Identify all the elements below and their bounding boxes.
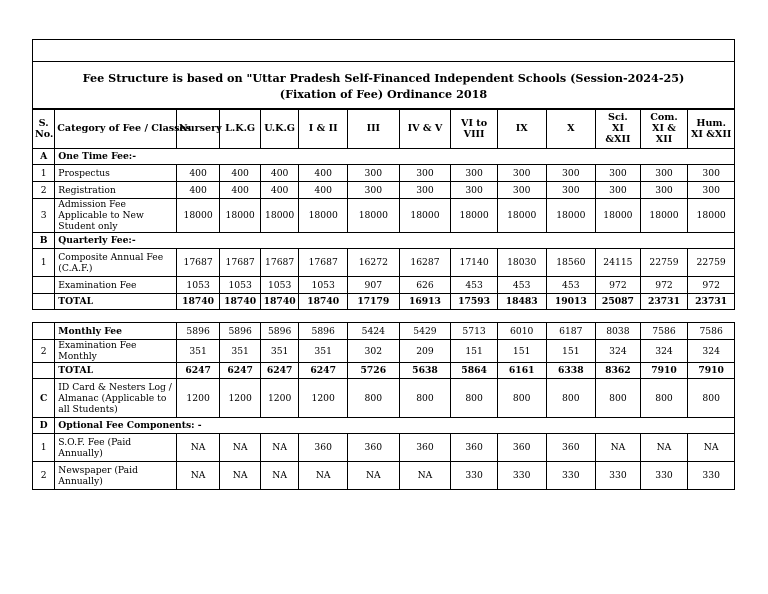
fee-cell: 453	[546, 277, 596, 294]
fee-cell: 360	[299, 434, 348, 462]
fee-cell: NA	[176, 462, 220, 490]
fee-cell: 324	[596, 340, 641, 363]
fee-cell: 1200	[260, 379, 298, 418]
fee-cell: 300	[497, 182, 546, 199]
fee-cell: 18000	[260, 199, 298, 233]
header-iii: III	[347, 109, 399, 149]
fee-cell: 300	[596, 165, 641, 182]
section-label: A	[33, 149, 55, 165]
fee-cell: 5726	[347, 363, 399, 379]
table-row	[33, 323, 735, 340]
title-line-1: Fee Structure is based on "Uttar Pradesh Self-Financed Independent Schools (Session-2024-25)	[82, 70, 685, 85]
section-title: Quarterly Fee:-	[55, 233, 735, 249]
fee-cell: 1053	[299, 277, 348, 294]
fee-cell: 300	[640, 182, 688, 199]
fee-cell: 400	[299, 165, 348, 182]
fee-cell: 800	[399, 379, 451, 418]
fee-cell: 18000	[688, 199, 735, 233]
row-category: ID Card & Nesters Log / Almanac (Applicable to all Students)	[55, 379, 177, 418]
fee-cell: 22759	[688, 249, 735, 277]
fee-cell: 16272	[347, 249, 399, 277]
fee-structure-document	[32, 39, 735, 487]
fee-cell: 209	[399, 340, 451, 363]
table-row	[33, 249, 735, 277]
header-com: Com. XI & XII	[640, 109, 688, 149]
row-category: Registration	[55, 182, 177, 199]
fee-cell: 18740	[176, 294, 220, 310]
row-sno: 1	[33, 434, 55, 462]
row-category: Composite Annual Fee (C.A.F.)	[55, 249, 177, 277]
fee-cell: 17687	[176, 249, 220, 277]
fee-cell: NA	[596, 434, 641, 462]
fee-cell: 7586	[688, 323, 735, 340]
row-sno	[33, 363, 55, 379]
fee-table-main	[32, 108, 735, 310]
fee-cell: 330	[546, 462, 596, 490]
fee-cell: 1200	[299, 379, 348, 418]
fee-cell: 300	[347, 165, 399, 182]
fee-cell: 17593	[451, 294, 498, 310]
fee-cell: 18030	[497, 249, 546, 277]
fee-cell: 400	[220, 182, 261, 199]
row-category: Admission Fee Applicable to New Student only	[55, 199, 177, 233]
table-row	[33, 363, 735, 379]
fee-cell: 8038	[596, 323, 641, 340]
row-sno: C	[33, 379, 55, 418]
fee-cell: 360	[347, 434, 399, 462]
fee-cell: 300	[451, 165, 498, 182]
fee-cell: 330	[640, 462, 688, 490]
fee-cell: NA	[688, 434, 735, 462]
fee-cell: 1053	[260, 277, 298, 294]
header-nursery: Nursery	[176, 109, 220, 149]
fee-cell: 453	[497, 277, 546, 294]
row-sno	[33, 294, 55, 310]
fee-table-monthly	[32, 322, 735, 490]
document-title	[32, 61, 735, 110]
fee-cell: 351	[260, 340, 298, 363]
fee-cell: 18000	[451, 199, 498, 233]
fee-cell: 151	[497, 340, 546, 363]
row-sno: 1	[33, 249, 55, 277]
fee-cell: 23731	[688, 294, 735, 310]
fee-cell: NA	[260, 462, 298, 490]
header-iv-v: IV & V	[399, 109, 451, 149]
fee-cell: 5864	[451, 363, 498, 379]
fee-cell: NA	[399, 462, 451, 490]
fee-cell: 800	[497, 379, 546, 418]
fee-cell: 972	[640, 277, 688, 294]
table-row	[33, 462, 735, 490]
fee-cell: 151	[546, 340, 596, 363]
fee-cell: 6247	[176, 363, 220, 379]
fee-cell: 300	[546, 165, 596, 182]
row-category: S.O.F. Fee (Paid Annually)	[55, 434, 177, 462]
fee-cell: 972	[596, 277, 641, 294]
header-x: X	[546, 109, 596, 149]
fee-cell: NA	[640, 434, 688, 462]
table-row	[33, 434, 735, 462]
fee-cell: 360	[399, 434, 451, 462]
fee-cell: 17687	[260, 249, 298, 277]
fee-cell: 17140	[451, 249, 498, 277]
table-row	[33, 277, 735, 294]
fee-cell: 1200	[220, 379, 261, 418]
header-row	[33, 109, 735, 149]
fee-cell: 400	[260, 182, 298, 199]
table-row	[33, 294, 735, 310]
fee-cell: 330	[497, 462, 546, 490]
header-sno: S. No.	[33, 109, 55, 149]
fee-cell: 18740	[220, 294, 261, 310]
fee-cell: 7910	[688, 363, 735, 379]
fee-cell: 18483	[497, 294, 546, 310]
fee-cell: 800	[596, 379, 641, 418]
section-row	[33, 149, 735, 165]
section-title: Optional Fee Components: -	[55, 418, 735, 434]
fee-cell: 324	[640, 340, 688, 363]
fee-cell: 800	[347, 379, 399, 418]
row-sno: 3	[33, 199, 55, 233]
fee-cell: 23731	[640, 294, 688, 310]
fee-cell: 330	[451, 462, 498, 490]
fee-cell: 300	[451, 182, 498, 199]
fee-cell: 17687	[220, 249, 261, 277]
fee-cell: 300	[399, 182, 451, 199]
fee-cell: 6247	[299, 363, 348, 379]
fee-cell: 351	[299, 340, 348, 363]
fee-cell: 18560	[546, 249, 596, 277]
fee-cell: 16913	[399, 294, 451, 310]
row-category: Newspaper (Paid Annually)	[55, 462, 177, 490]
fee-cell: 5424	[347, 323, 399, 340]
fee-cell: 6161	[497, 363, 546, 379]
fee-cell: 300	[347, 182, 399, 199]
fee-cell: 907	[347, 277, 399, 294]
row-category: TOTAL	[55, 363, 177, 379]
fee-cell: NA	[347, 462, 399, 490]
fee-cell: 18000	[220, 199, 261, 233]
fee-cell: 18000	[299, 199, 348, 233]
table-row	[33, 199, 735, 233]
fee-cell: 330	[688, 462, 735, 490]
fee-cell: 24115	[596, 249, 641, 277]
fee-cell: 360	[497, 434, 546, 462]
row-sno: 2	[33, 462, 55, 490]
row-sno: 1	[33, 165, 55, 182]
row-category: Prospectus	[55, 165, 177, 182]
fee-cell: 800	[546, 379, 596, 418]
fee-cell: 5713	[451, 323, 498, 340]
fee-cell: NA	[260, 434, 298, 462]
section-row	[33, 418, 735, 434]
fee-cell: 300	[640, 165, 688, 182]
row-sno	[33, 277, 55, 294]
row-sno	[33, 323, 55, 340]
fee-cell: 360	[451, 434, 498, 462]
fee-cell: 18000	[640, 199, 688, 233]
fee-cell: 6247	[220, 363, 261, 379]
fee-cell: 18000	[176, 199, 220, 233]
fee-cell: 330	[596, 462, 641, 490]
fee-cell: 6187	[546, 323, 596, 340]
fee-cell: 7910	[640, 363, 688, 379]
fee-cell: 22759	[640, 249, 688, 277]
fee-cell: 5896	[220, 323, 261, 340]
fee-cell: 351	[220, 340, 261, 363]
fee-cell: 800	[640, 379, 688, 418]
table-row	[33, 340, 735, 363]
fee-cell: 8362	[596, 363, 641, 379]
fee-cell: 5896	[260, 323, 298, 340]
table-row	[33, 379, 735, 418]
fee-cell: 400	[176, 165, 220, 182]
fee-cell: 400	[299, 182, 348, 199]
row-category: Examination Fee	[55, 277, 177, 294]
fee-cell: 300	[688, 165, 735, 182]
fee-cell: 6338	[546, 363, 596, 379]
header-category: Category of Fee / Classes	[55, 109, 177, 149]
fee-cell: 300	[546, 182, 596, 199]
header-i-ii: I & II	[299, 109, 348, 149]
row-category: TOTAL	[55, 294, 177, 310]
header-vi-viii: VI to VIII	[451, 109, 498, 149]
fee-cell: 400	[260, 165, 298, 182]
table-row	[33, 165, 735, 182]
fee-cell: 1053	[220, 277, 261, 294]
row-category: Monthly Fee	[55, 323, 177, 340]
fee-cell: 626	[399, 277, 451, 294]
fee-cell: 18000	[596, 199, 641, 233]
fee-cell: 1200	[176, 379, 220, 418]
fee-cell: 18740	[260, 294, 298, 310]
fee-cell: 800	[688, 379, 735, 418]
fee-cell: 25087	[596, 294, 641, 310]
section-label: B	[33, 233, 55, 249]
fee-cell: 17179	[347, 294, 399, 310]
header-ix: IX	[497, 109, 546, 149]
fee-cell: 19013	[546, 294, 596, 310]
fee-cell: 151	[451, 340, 498, 363]
header-lkg: L.K.G	[220, 109, 261, 149]
fee-cell: NA	[176, 434, 220, 462]
fee-cell: 972	[688, 277, 735, 294]
section-title: One Time Fee:-	[55, 149, 735, 165]
section-label: D	[33, 418, 55, 434]
fee-cell: 18000	[546, 199, 596, 233]
row-category: Examination Fee Monthly	[55, 340, 177, 363]
fee-cell: 18740	[299, 294, 348, 310]
header-hum: Hum. XI &XII	[688, 109, 735, 149]
fee-cell: 400	[220, 165, 261, 182]
fee-cell: NA	[220, 462, 261, 490]
row-sno: 2	[33, 182, 55, 199]
fee-cell: 6010	[497, 323, 546, 340]
fee-cell: 5429	[399, 323, 451, 340]
fee-cell: 300	[596, 182, 641, 199]
table-row	[33, 182, 735, 199]
fee-cell: 400	[176, 182, 220, 199]
fee-cell: 18000	[347, 199, 399, 233]
fee-cell: 6247	[260, 363, 298, 379]
fee-cell: 5896	[176, 323, 220, 340]
title-line-2: (Fixation of Fee) Ordinance 2018	[279, 86, 488, 101]
fee-cell: 300	[399, 165, 451, 182]
blank-header-row	[32, 39, 735, 62]
fee-cell: 360	[546, 434, 596, 462]
fee-cell: 302	[347, 340, 399, 363]
fee-cell: 5638	[399, 363, 451, 379]
fee-cell: 453	[451, 277, 498, 294]
fee-cell: 18000	[399, 199, 451, 233]
fee-cell: NA	[220, 434, 261, 462]
fee-cell: 7586	[640, 323, 688, 340]
fee-cell: 1053	[176, 277, 220, 294]
fee-cell: 16287	[399, 249, 451, 277]
row-sno: 2	[33, 340, 55, 363]
fee-cell: NA	[299, 462, 348, 490]
fee-cell: 351	[176, 340, 220, 363]
section-row	[33, 233, 735, 249]
fee-cell: 18000	[497, 199, 546, 233]
fee-cell: 300	[688, 182, 735, 199]
fee-cell: 800	[451, 379, 498, 418]
header-sci: Sci. XI &XII	[596, 109, 641, 149]
fee-cell: 324	[688, 340, 735, 363]
fee-cell: 5896	[299, 323, 348, 340]
header-ukg: U.K.G	[260, 109, 298, 149]
fee-cell: 17687	[299, 249, 348, 277]
fee-cell: 300	[497, 165, 546, 182]
